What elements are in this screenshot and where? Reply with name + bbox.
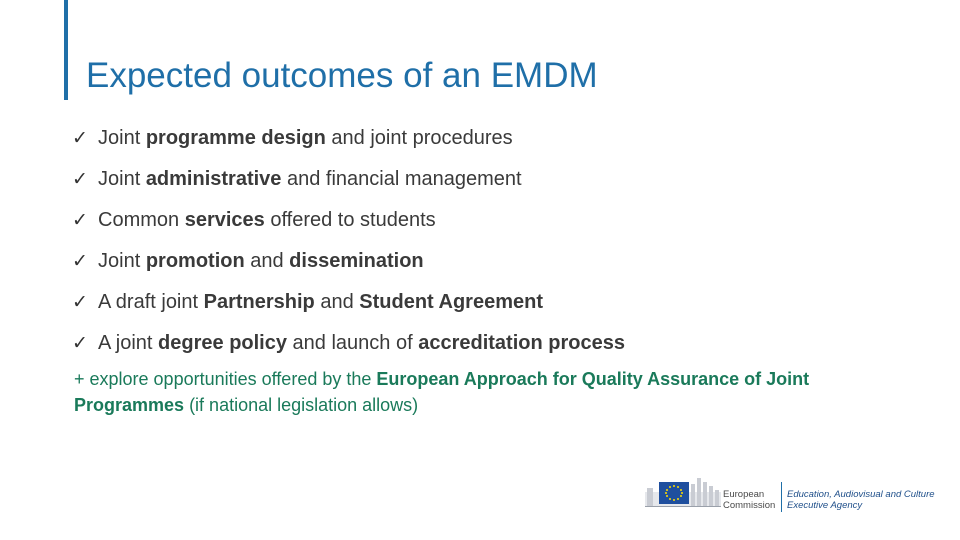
outcome-text xyxy=(98,291,543,314)
outcome-emphasis: accreditation process xyxy=(418,332,625,354)
outcome-text xyxy=(98,250,424,273)
checkmark-icon: ✓ xyxy=(72,169,88,190)
note-prefix: + explore opportunities offered by the xyxy=(74,369,377,389)
outcome-fragment: Joint xyxy=(98,168,146,190)
outcome-item xyxy=(72,241,625,282)
footer-logo xyxy=(645,474,945,514)
outcome-item xyxy=(72,282,625,323)
berlaymont-building-icon xyxy=(645,474,721,512)
slide-title: Expected outcomes of an EMDM xyxy=(86,56,598,95)
outcome-fragment: offered to students xyxy=(264,209,436,231)
outcome-fragment: and launch of xyxy=(286,332,419,354)
note-highlight: European Approach for Quality Assurance of Joint Programmes xyxy=(74,369,810,415)
outcome-item xyxy=(72,323,625,364)
outcome-text xyxy=(98,209,436,232)
title-accent-bar xyxy=(64,0,68,100)
outcome-fragment: and xyxy=(314,291,360,313)
commission-wordmark xyxy=(723,489,775,511)
agency-line-1: Education, Audiovisual and Culture xyxy=(787,489,935,500)
outcome-text xyxy=(98,168,522,191)
outcome-fragment: A joint xyxy=(98,332,159,354)
logo-divider xyxy=(781,482,782,512)
note-suffix: (if national legislation allows) xyxy=(184,395,419,415)
agency-wordmark xyxy=(787,489,935,511)
outcome-emphasis: services xyxy=(184,209,265,231)
outcome-emphasis: dissemination xyxy=(289,250,424,272)
outcome-item xyxy=(72,200,625,241)
checkmark-icon: ✓ xyxy=(72,292,88,313)
outcomes-list xyxy=(72,118,625,364)
outcome-fragment: Common xyxy=(98,209,185,231)
outcome-emphasis: programme design xyxy=(145,127,326,149)
outcome-fragment: Joint xyxy=(98,127,146,149)
outcome-fragment: and joint procedures xyxy=(325,127,513,149)
agency-line-2: Executive Agency xyxy=(787,500,863,511)
explore-note xyxy=(74,366,914,418)
checkmark-icon: ✓ xyxy=(72,128,88,149)
outcome-emphasis: Student Agreement xyxy=(359,291,543,313)
outcome-fragment: A draft joint xyxy=(98,291,204,313)
outcome-emphasis: promotion xyxy=(145,250,245,272)
outcome-fragment: and financial management xyxy=(281,168,522,190)
outcome-fragment: and xyxy=(244,250,290,272)
outcome-fragment: Joint xyxy=(98,250,146,272)
commission-line-1: European xyxy=(723,489,765,500)
outcome-item xyxy=(72,159,625,200)
outcome-emphasis: degree policy xyxy=(158,332,287,354)
checkmark-icon: ✓ xyxy=(72,210,88,231)
outcome-emphasis: Partnership xyxy=(203,291,315,313)
checkmark-icon: ✓ xyxy=(72,251,88,272)
eu-flag-icon xyxy=(659,482,689,504)
outcome-text xyxy=(98,332,625,355)
outcome-item xyxy=(72,118,625,159)
commission-line-2: Commission xyxy=(723,500,776,511)
checkmark-icon: ✓ xyxy=(72,333,88,354)
outcome-text xyxy=(98,127,513,150)
outcome-emphasis: administrative xyxy=(145,168,282,190)
